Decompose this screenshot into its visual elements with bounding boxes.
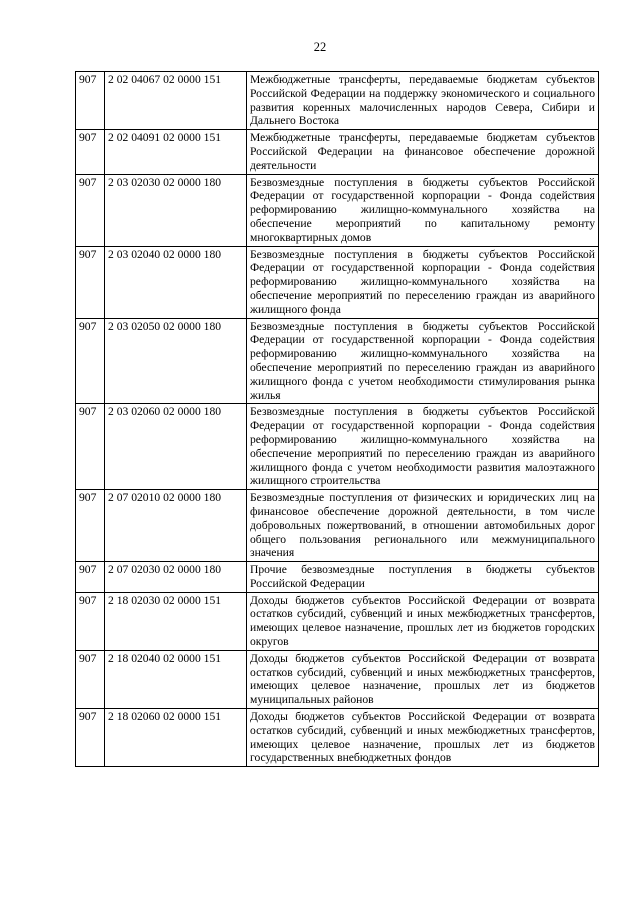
admin-code-cell: 907 <box>76 174 105 246</box>
revenue-name-cell: Безвозмездные поступления в бюджеты субъектов Российской Федерации от государственной корпорации - Фонда содействия реформированию жилищно-коммунального хозяйства на обеспечение мероприятий по переселению граждан из аварийного жилищного фонда с учетом необходимости развития малоэтажного жилищного строительства <box>247 404 599 490</box>
revenue-name-cell: Межбюджетные трансферты, передаваемые бюджетам субъектов Российской Федерации на поддержку экономического и социального развития коренных малочисленных народов Севера, Сибири и Дальнего Востока <box>247 72 599 130</box>
table-row <box>76 72 599 130</box>
revenue-name-cell: Безвозмездные поступления в бюджеты субъектов Российской Федерации от государственной корпорации - Фонда содействия реформированию жилищно-коммунального хозяйства на обеспечение мероприятий по переселению граждан из аварийного жилищного фонда <box>247 246 599 318</box>
budget-code-cell: 2 18 02040 02 0000 151 <box>105 650 247 708</box>
revenue-name-cell: Прочие безвозмездные поступления в бюджеты субъектов Российской Федерации <box>247 562 599 593</box>
admin-code-cell: 907 <box>76 490 105 562</box>
table-row <box>76 130 599 174</box>
admin-code-cell: 907 <box>76 404 105 490</box>
table-row <box>76 562 599 593</box>
revenue-name-cell: Доходы бюджетов субъектов Российской Федерации от возврата остатков субсидий, субвенций и иных межбюджетных трансфертов, имеющих целевое назначение, прошлых лет из бюджетов государственных внебюджетных фондов <box>247 709 599 767</box>
budget-code-cell: 2 18 02030 02 0000 151 <box>105 592 247 650</box>
admin-code-cell: 907 <box>76 709 105 767</box>
admin-code-cell: 907 <box>76 592 105 650</box>
table-row <box>76 174 599 246</box>
revenue-name-cell: Безвозмездные поступления в бюджеты субъектов Российской Федерации от государственной корпорации - Фонда содействия реформированию жилищно-коммунального хозяйства на обеспечение мероприятий по переселению граждан из аварийного жилищного фонда с учетом необходимости стимулирования рынка жилья <box>247 318 599 404</box>
page-number: 22 <box>313 40 327 54</box>
revenue-codes-table <box>75 71 599 767</box>
budget-code-cell: 2 02 04067 02 0000 151 <box>105 72 247 130</box>
revenue-name-cell: Доходы бюджетов субъектов Российской Федерации от возврата остатков субсидий, субвенций и иных межбюджетных трансфертов, имеющих целевое назначение, прошлых лет из бюджетов муниципальных районов <box>247 650 599 708</box>
admin-code-cell: 907 <box>76 650 105 708</box>
budget-code-cell: 2 03 02030 02 0000 180 <box>105 174 247 246</box>
budget-code-cell: 2 03 02060 02 0000 180 <box>105 404 247 490</box>
budget-code-cell: 2 02 04091 02 0000 151 <box>105 130 247 174</box>
table-row <box>76 246 599 318</box>
table-row <box>76 490 599 562</box>
revenue-name-cell: Доходы бюджетов субъектов Российской Федерации от возврата остатков субсидий, субвенций и иных межбюджетных трансфертов, имеющих целевое назначение, прошлых лет из бюджетов городских округов <box>247 592 599 650</box>
table-row <box>76 650 599 708</box>
table-row <box>76 592 599 650</box>
budget-code-cell: 2 03 02040 02 0000 180 <box>105 246 247 318</box>
admin-code-cell: 907 <box>76 318 105 404</box>
admin-code-cell: 907 <box>76 246 105 318</box>
revenue-name-cell: Межбюджетные трансферты, передаваемые бюджетам субъектов Российской Федерации на финансовое обеспечение дорожной деятельности <box>247 130 599 174</box>
budget-code-cell: 2 07 02030 02 0000 180 <box>105 562 247 593</box>
admin-code-cell: 907 <box>76 562 105 593</box>
revenue-name-cell: Безвозмездные поступления в бюджеты субъектов Российской Федерации от государственной корпорации - Фонда содействия реформированию жилищно-коммунального хозяйства на обеспечение мероприятий по капитальному ремонту многоквартирных домов <box>247 174 599 246</box>
budget-code-cell: 2 07 02010 02 0000 180 <box>105 490 247 562</box>
budget-code-cell: 2 18 02060 02 0000 151 <box>105 709 247 767</box>
table-row <box>76 709 599 767</box>
admin-code-cell: 907 <box>76 130 105 174</box>
table-row <box>76 318 599 404</box>
table-row <box>76 404 599 490</box>
admin-code-cell: 907 <box>76 72 105 130</box>
budget-code-cell: 2 03 02050 02 0000 180 <box>105 318 247 404</box>
table-body <box>76 72 599 767</box>
revenue-name-cell: Безвозмездные поступления от физических и юридических лиц на финансовое обеспечение дорожной деятельности, в том числе добровольных пожертвований, в отношении автомобильных дорог общего пользования регионального или межмуниципального значения <box>247 490 599 562</box>
